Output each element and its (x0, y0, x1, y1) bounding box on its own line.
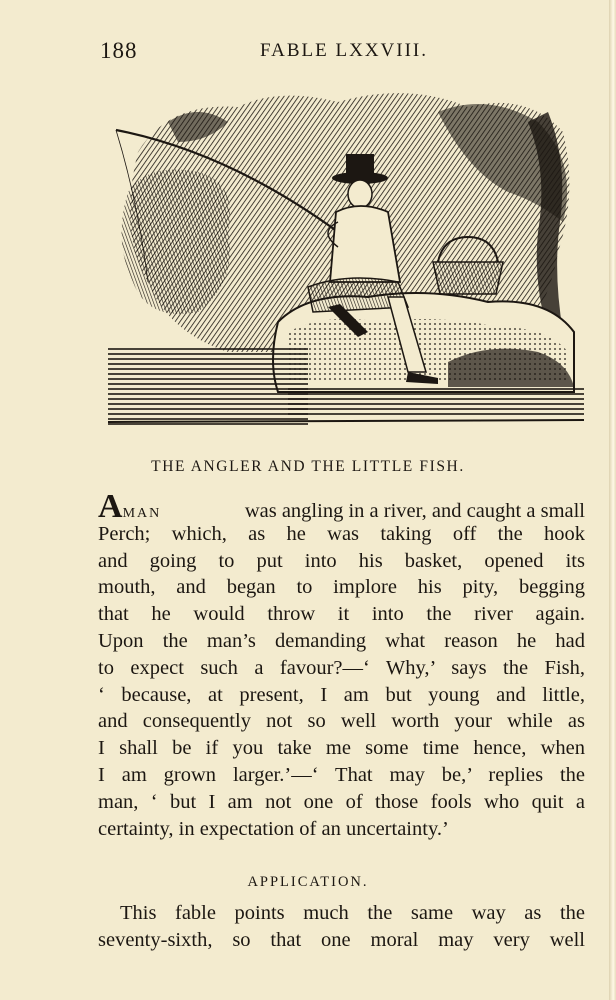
fable-line: ‘ because, at present, I am but young and little, (98, 683, 585, 706)
fable-line: to expect such a favour?—‘ Why,’ says the Fish, (98, 656, 585, 679)
fable-line: Perch; which, as he was taking off the hook (98, 522, 585, 545)
fable-text (98, 488, 585, 842)
fable-line-last: certainty, in expectation of an uncertainty.’ (98, 817, 449, 840)
engraving-angler-icon (108, 82, 584, 434)
page-edge (609, 0, 616, 1000)
application-heading: APPLICATION. (247, 874, 369, 890)
running-title: FABLE LXXVIII. (260, 40, 429, 61)
fable-line: mouth, and began to implore his pity, begging (98, 576, 585, 599)
page-header (100, 38, 540, 68)
first-line-rest: was angling in a river, and caught a small (244, 500, 585, 522)
fable-line: I shall be if you take me some time hence, when (98, 737, 585, 760)
fable-line: I am grown larger.’—‘ That may be,’ replies the (98, 763, 585, 786)
fable-line: and consequently not so well worth your while as (98, 710, 585, 733)
fable-line-1 (98, 488, 585, 525)
page-number: 188 (100, 38, 138, 63)
application-line: seventy-sixth, so that one moral may very well (98, 928, 585, 951)
illustration-caption: THE ANGLER AND THE LITTLE FISH. (151, 458, 465, 475)
fable-line: that he would throw it into the river again. (98, 603, 585, 626)
fable-line: Upon the man’s demanding what reason he had (98, 629, 585, 652)
application-text (98, 900, 585, 954)
first-word-smallcaps: MAN (122, 506, 162, 521)
application-line: This fable points much the same way as the (120, 902, 585, 924)
fable-line: man, ‘ but I am not one of those fools who quit a (98, 790, 585, 813)
drop-cap: A (98, 488, 123, 525)
fable-line: and going to put into his basket, opened its (98, 549, 585, 572)
